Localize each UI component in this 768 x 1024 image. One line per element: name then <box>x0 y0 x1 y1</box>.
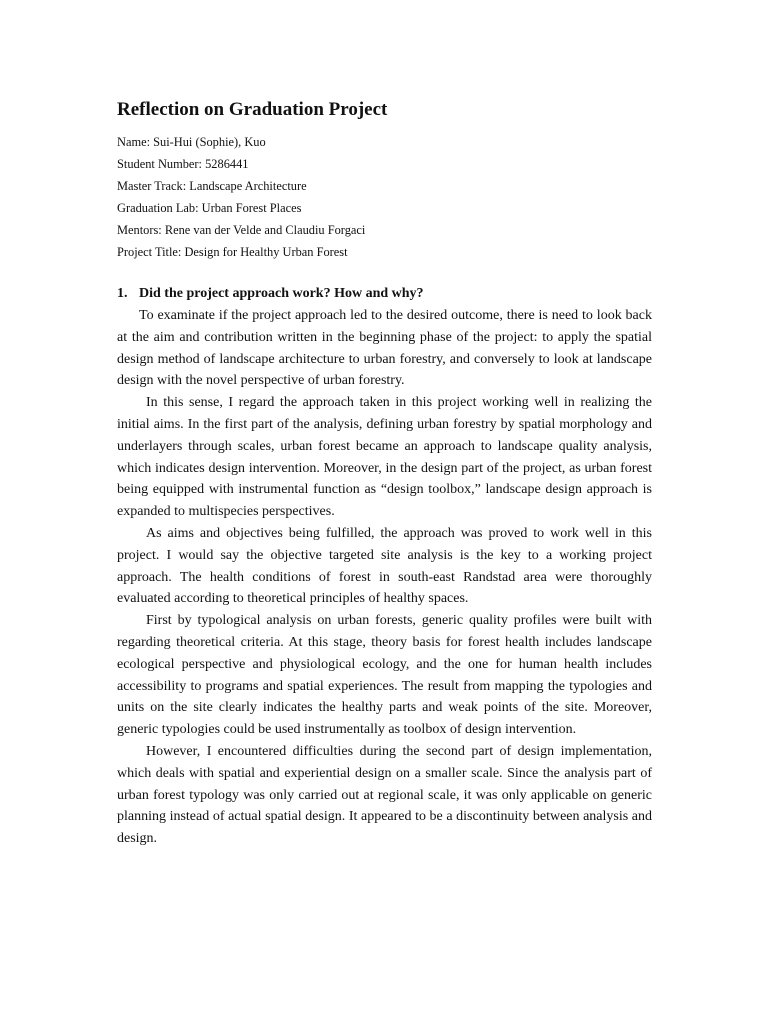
mentors: Mentors: Rene van der Velde and Claudiu Forgaci <box>117 223 366 237</box>
section-heading-text: Did the project approach work? How and why? <box>139 286 424 301</box>
project-title: Project Title: Design for Healthy Urban Forest <box>117 245 348 259</box>
paragraph: However, I encountered difficulties during the second part of design implementation, which deals with spatial and experiential design on a smaller scale. Since the analysis part of urban forest typology was only carried out at regional scale, it was only applicable on generic planning instead of actual spatial design. It appeared to be a discontinuity between analysis and design. <box>117 743 652 847</box>
paragraph: To examinate if the project approach led to the desired outcome, there is need to look back at the aim and contribution written in the beginning phase of the project: to apply the spatial design method of landscape architecture to urban forestry, and conversely to look at landscape design with the novel perspective of urban forestry. <box>117 308 652 389</box>
student-info-list <box>117 131 652 263</box>
paragraph: As aims and objectives being fulfilled, the approach was proved to work well in this project. I would say the objective targeted site analysis is the key to a working project approach. The health conditions of forest in south-east Randstad area were thoroughly evaluated according to theoretical principles of healthy spaces. <box>117 525 652 607</box>
section-heading <box>117 283 652 305</box>
student-name: Name: Sui-Hui (Sophie), Kuo <box>117 135 266 149</box>
paragraph: In this sense, I regard the approach taken in this project working well in realizing the initial aims. In the first part of the analysis, defining urban forestry by spatial morphology and underlayers through scales, urban forest became an approach to landscape quality analysis, which indicates design intervention. Moreover, in the design part of the project, as urban forest being equipped with instrumental function as “design toolbox,” landscape design approach is expanded to multispecies perspectives. <box>117 395 652 520</box>
graduation-lab: Graduation Lab: Urban Forest Places <box>117 201 302 215</box>
paragraph: First by typological analysis on urban forests, generic quality profiles were built with regarding theoretical criteria. At this stage, theory basis for forest health includes landscape ecological perspective and physiological ecology, and the one for human health includes accessibility to programs and spatial experiences. The result from mapping the typologies and units on the site clearly indicates the healthy parts and weak points of the site. Moreover, generic typologies could be used instrumentally as toolbox of design intervention. <box>117 613 652 738</box>
document-page <box>117 97 652 850</box>
master-track: Master Track: Landscape Architecture <box>117 179 307 193</box>
student-number: Student Number: 5286441 <box>117 157 249 171</box>
section-1 <box>117 283 652 850</box>
document-title: Reflection on Graduation Project <box>117 99 388 120</box>
section-number: 1. <box>117 286 128 301</box>
